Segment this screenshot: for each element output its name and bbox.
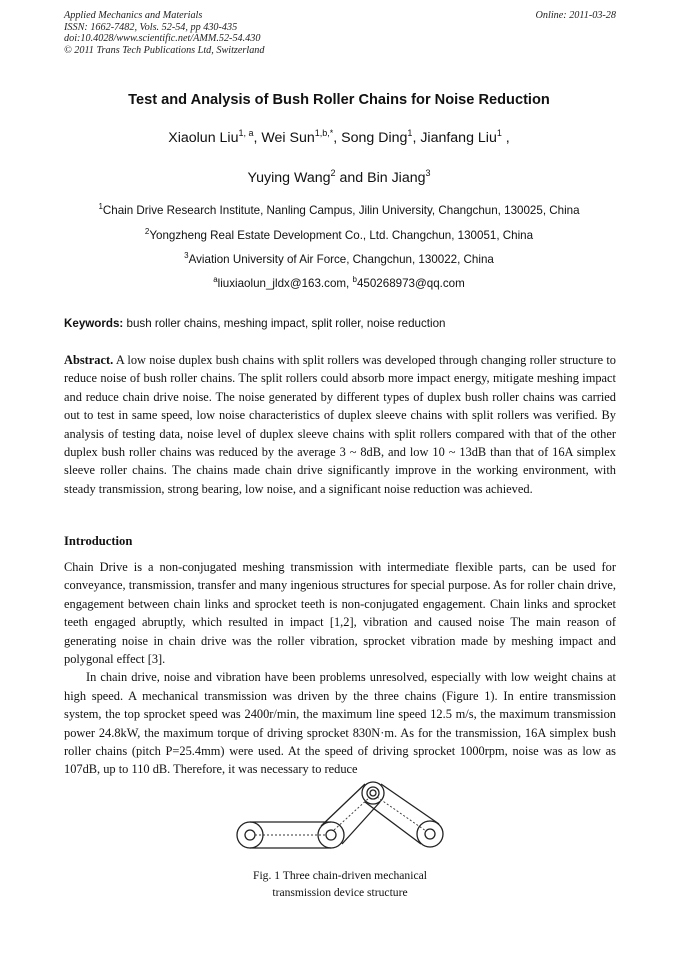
email-a[interactable]: liuxiaolun_jldx@163.com, — [217, 277, 353, 290]
abstract-text: A low noise duplex bush chains with split rollers was developed through changing roller structure to reduce noise of bush roller chains. The split rollers could absorb more impact energy, mitigate meshing impact and reduce chain drive noise. The noise generated by different types of duplex bush roller chains was carried out to test in same speed, low noise characteristics of duplex sleeve chains with split rollers was verified. By analysis of testing data, noise level of duplex sleeve chains with split rollers compared with that of the other duplex bush roller chains was reduced by the average 3 ~ 8dB, and low 10 ~ 13dB than that of 16A simplex sleeve roller chains. The chains made chain drive significantly improve in the working environment, with steady transmission, strong bearing, low noise, and a significant noise reduction was achieved. — [64, 353, 616, 496]
affiliation-1 — [0, 204, 678, 217]
author-name: Bin Jiang — [367, 170, 426, 186]
authors-line-1 — [0, 130, 678, 146]
keywords — [64, 317, 616, 330]
author-name: Jianfang Liu — [420, 130, 497, 146]
author-name: Song Ding — [341, 130, 408, 146]
section-heading-introduction: Introduction — [64, 534, 133, 548]
left-sprocket-hub — [245, 830, 255, 840]
keywords-text: bush roller chains, meshing impact, split roller, noise reduction — [123, 317, 446, 330]
author-sep: , — [333, 130, 342, 146]
email-sup: a — [213, 275, 218, 284]
abstract-label: Abstract. — [64, 353, 114, 367]
author-sup: 2 — [330, 168, 336, 178]
email-sup: b — [352, 275, 357, 284]
author-sep: , — [412, 130, 421, 146]
author-name: Xiaolun Liu — [168, 130, 239, 146]
author-sup: 1,b,* — [314, 128, 334, 138]
top-sprocket — [362, 782, 384, 804]
issn-line: ISSN: 1662-7482, Vols. 52-54, pp 430-435 — [64, 21, 238, 33]
author-sup: 1 — [407, 128, 413, 138]
authors-line-2 — [0, 170, 678, 186]
chain-right-b — [365, 802, 421, 844]
copyright-line: © 2011 Trans Tech Publications Ltd, Switzerland — [64, 44, 265, 56]
chain-right-a — [381, 784, 439, 824]
author-sup: 3 — [425, 168, 431, 178]
figure-chain-drive-diagram — [225, 773, 455, 873]
affiliation-2 — [0, 229, 678, 242]
keywords-label: Keywords: — [64, 317, 124, 330]
affiliation-sup: 2 — [144, 227, 150, 236]
affiliation-3 — [0, 253, 678, 266]
affiliation-sup: 3 — [184, 251, 189, 260]
author-sep: , — [501, 130, 510, 146]
right-sprocket-hub — [425, 829, 435, 839]
author-sup: 1, a — [238, 128, 254, 138]
online-date: Online: 2011-03-28 — [535, 10, 616, 21]
affiliation-text: Aviation University of Air Force, Changchun, 130022, China — [188, 253, 494, 266]
center-line-right — [377, 797, 426, 831]
affiliation-sup: 1 — [98, 202, 103, 211]
top-sprocket-hub — [370, 790, 376, 796]
figure-caption-line-1: Fig. 1 Three chain-driven mechanical — [253, 869, 427, 882]
author-sep: , — [253, 130, 262, 146]
email-line — [0, 277, 678, 290]
affiliation-text: Chain Drive Research Institute, Nanling Campus, Jilin University, Changchun, 130025, China — [102, 204, 580, 217]
introduction-body — [64, 558, 616, 779]
author-name: Yuying Wang — [247, 170, 331, 186]
figure-caption — [200, 867, 480, 901]
right-sprocket — [417, 821, 443, 847]
email-b[interactable]: 450268973@qq.com — [356, 277, 465, 290]
abstract — [64, 351, 616, 498]
journal-header — [64, 10, 616, 56]
author-name: Wei Sun — [261, 130, 315, 146]
middle-sprocket-hub — [326, 830, 336, 840]
affiliation-text: Yongzheng Real Estate Development Co., Ltd. Changchun, 130051, China — [149, 229, 534, 242]
doi-line: doi:10.4028/www.scientific.net/AMM.52-54.430 — [64, 33, 261, 44]
chain-mid-top-a — [321, 784, 365, 826]
figure-caption-line-2: transmission device structure — [272, 886, 408, 899]
author-sep: and — [335, 170, 368, 186]
intro-paragraph-2: In chain drive, noise and vibration have been problems unresolved, especially with low weight chains at high speed. A mechanical transmission was driven by the three chains (Figure 1). In entire transmission system, the top sprocket speed was 2400r/min, the maximum line speed 12.5 m/s, the maximum transmission power 24.8kW, the maximum torque of driving sprocket 830N·m. As for the transmission, 16A simplex bush roller chains (pitch P=25.4mm) were used. At the speed of driving sprocket 1000rpm, noise was as low as 107dB, up to 110 dB. Therefore, it was necessary to reduce — [64, 670, 616, 777]
intro-paragraph-1: Chain Drive is a non-conjugated meshing transmission with intermediate flexible parts, can be used for conveyance, transmission, transfer and many ingenious structures for special purpose. As for roller chain drive, engagement between chain links and sprocket teeth is non-conjugated engagement. Chain links and sprocket teeth engaged abruptly, which resulted in impact [1,2], vibration and caused noise The main reason of generating noise in chain drive was the roller vibration, sprocket vibration made by meshing impact and polygonal effect [3]. — [64, 560, 616, 667]
journal-name: Applied Mechanics and Materials — [64, 10, 203, 21]
author-sup: 1 — [496, 128, 502, 138]
paper-title: Test and Analysis of Bush Roller Chains for Noise Reduction — [128, 92, 550, 108]
